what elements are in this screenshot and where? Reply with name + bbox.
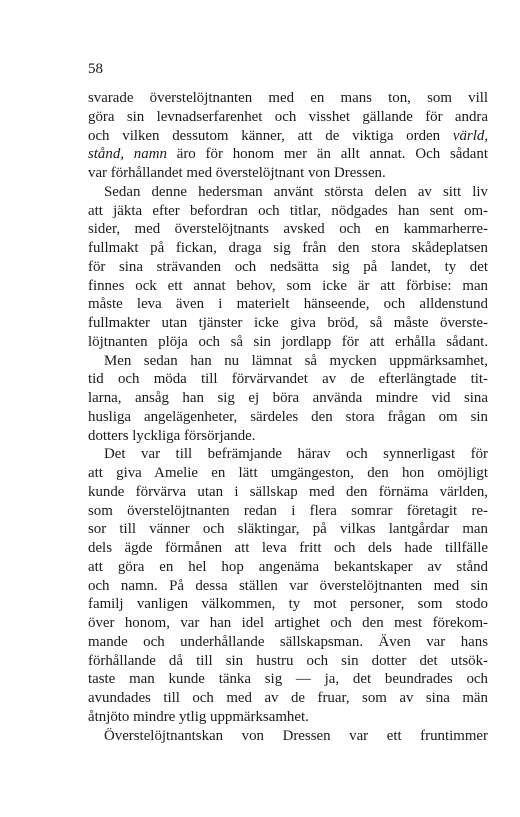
text-line: måste leva även i materielt hänseende, och alldenstund [88,296,488,313]
text-line: över honom, var han idel artighet och den mest förekom- [88,615,488,631]
text-line: fullmakter utan tjänster icke giva bröd, så måste överste- [88,315,488,331]
text-line: göra sin levnadserfarenhet och visshet gällande för andra [88,108,488,125]
text-line: var förhållandet med överstelöjtnant von Dressen. [88,165,386,181]
text-line: att göra en hel hop angenäma bekantskaper av stånd [88,558,488,575]
text-line: sor till vänner och släktingar, på vilkas lantgårdar man [88,521,488,538]
text-line: Men sedan han nu lämnat så mycken uppmärksamhet, [104,352,488,369]
italic-words: stånd, namn [88,146,167,163]
text-line: för sina strävanden och nedsätta sig på landet, ty det [88,258,488,275]
text-line: larna, ansåg han sig ej böra använda mindre vid sina [88,390,488,406]
text-line [88,145,488,164]
text-line [88,127,488,146]
text-line: förhållande då till sin hustru och sin dotter det utsök- [88,652,488,669]
text-line: Det var till befrämjande härav och synnerligast för [104,446,488,463]
text-line: löjtnanten plöja och så sin jordlapp för att erhålla sådant. [88,333,488,350]
text-line: att jäkta efter befordran och titlar, nödgades han sent om- [88,202,488,219]
text-line: Överstelöjtnantskan von Dressen var ett fruntimmer [104,727,488,744]
text-line: avundades till och med av de fruar, som av sina män [88,690,488,706]
text-line: mande och underhållande sällskapsman. Även var hans [88,633,488,650]
text-line: dels ägde förmånen att leva fritt och dels hade tillfälle [88,540,488,556]
text-line: fullmakt på fickan, draga sig från den stora skådeplatsen [88,240,488,256]
page-number: 58 [88,61,103,77]
text-line: husliga angelägenheter, särdeles den stora frågan om sin [88,408,488,425]
text-line: taste man kunde tänka sig — ja, det beundrades och [88,671,488,688]
italic-word: värld, [452,127,488,144]
text-line: och namn. På dessa ställen var överstelöjtnanten med sin [88,577,488,594]
text-line: familj vanligen välkommen, ty mot personer, som stodo [88,596,488,613]
text-line: som överstelöjtnanten redan i flera somrar företagit re- [88,502,488,519]
text-line: åtnjöto mindre ytlig uppmärksamhet. [88,708,309,725]
text-line: Sedan denne hedersman använt största delen av sitt liv [104,183,488,200]
text-line: kunde förvärva utan i sällskap med den förnäma världen, [88,483,488,500]
body-text [88,89,488,745]
text-line: att giva Amelie en lätt umgängeston, den hon omöjligt [88,465,488,481]
text-line: sider, med överstelöjtnants avsked och en kammarherre- [88,221,488,238]
text-line: finnes ock ett annat behov, som icke är att förbise: man [88,277,488,294]
text-span: äro för honom mer än allt annat. Och sådant [166,146,488,163]
text-line: dotters lyckliga försörjande. [88,427,256,444]
text-line: svarade överstelöjtnanten med en mans ton, som vill [88,90,488,106]
text-span: och vilken dessutom känner, att de viktiga orden [88,127,453,144]
text-line: tid och möda till förvärvandet av de efterlängtade tit- [88,371,488,388]
